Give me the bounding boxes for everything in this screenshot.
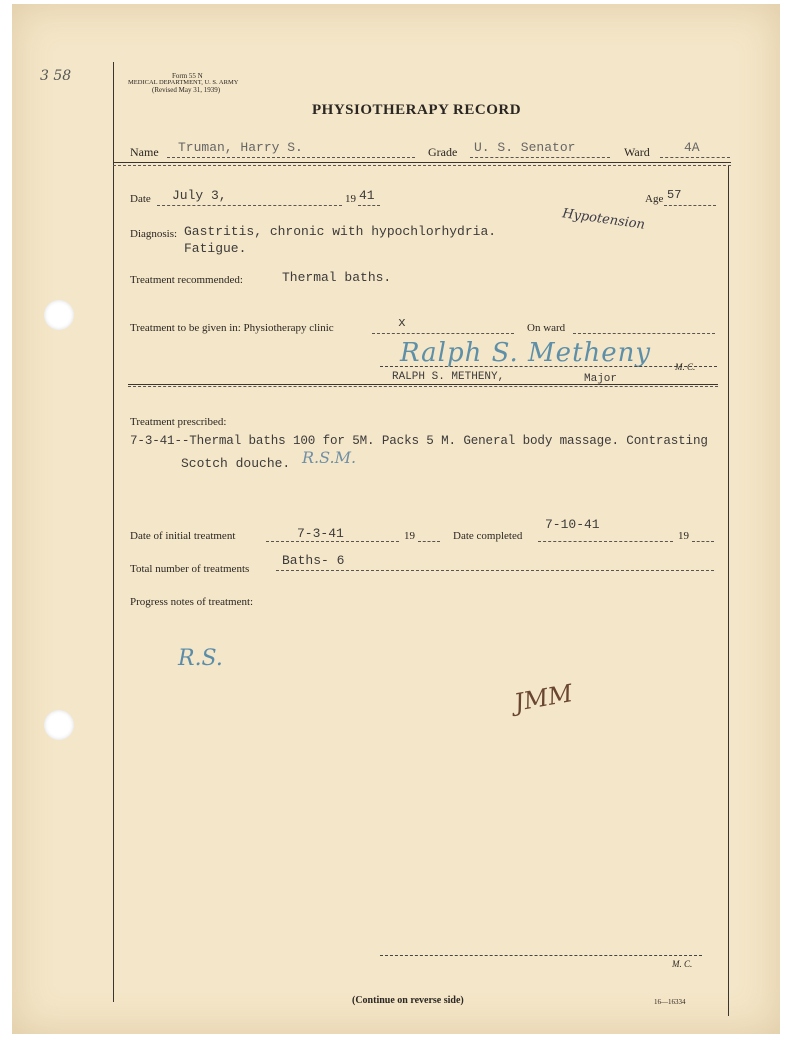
initial-year-suffix: 19 <box>404 530 415 542</box>
completed-year-underline <box>692 541 714 542</box>
year-prefix: 19 <box>345 193 356 205</box>
patient-grade: U. S. Senator <box>474 140 576 155</box>
section-divider-1 <box>128 384 718 385</box>
on-ward-label: On ward <box>527 322 566 334</box>
margin-line <box>113 62 114 1002</box>
treatment-recommended-label: Treatment recommended: <box>130 274 243 286</box>
name-label: Name <box>130 145 159 159</box>
form-title: PHYSIOTHERAPY RECORD <box>312 102 522 118</box>
total-underline <box>276 570 714 571</box>
prescription-initials: R.S.M. <box>302 448 357 467</box>
continue-note: (Continue on reverse side) <box>352 995 464 1006</box>
box-top-line-1 <box>113 162 731 163</box>
box-top-line-2 <box>113 165 731 166</box>
progress-initials: R.S. <box>178 646 223 671</box>
completed-date: 7-10-41 <box>545 517 600 532</box>
clinic-underline <box>372 333 514 334</box>
completed-underline <box>538 541 673 542</box>
record-date: July 3, <box>172 188 227 203</box>
signer-corps: M. C. <box>675 362 696 372</box>
given-in-label: Treatment to be given in: Physiotherapy clinic <box>130 322 334 334</box>
form-number: Form 55 N <box>172 72 203 80</box>
given-in-mark: x <box>398 315 406 330</box>
initial-treatment-label: Date of initial treatment <box>130 530 236 542</box>
completed-label: Date completed <box>453 530 523 542</box>
signer-rank: Major <box>584 373 618 385</box>
patient-ward: 4A <box>684 140 700 155</box>
initial-treatment-date: 7-3-41 <box>297 526 344 541</box>
total-treatments: Baths- 6 <box>282 553 345 568</box>
corner-note: 3 58 <box>40 68 72 84</box>
right-border <box>728 166 729 1016</box>
form-revised: (Revised May 31, 1939) <box>152 86 221 94</box>
prescription-label: Treatment prescribed: <box>130 416 227 428</box>
initial-underline <box>266 541 399 542</box>
year-underline <box>358 205 380 206</box>
record-year: 41 <box>359 188 375 203</box>
initial-year-underline <box>418 541 440 542</box>
prescription-line-1: 7-3-41--Thermal baths 100 for 5M. Packs 5 M. General body massage. Contrasting <box>130 434 708 448</box>
age-label: Age <box>645 193 664 205</box>
signer-name: RALPH S. METHENY, <box>392 371 505 383</box>
ward-underline <box>660 157 730 158</box>
on-ward-underline <box>573 333 715 334</box>
grade-underline <box>470 157 610 158</box>
doctor-signature: Ralph S. Metheny <box>400 338 652 368</box>
patient-name: Truman, Harry S. <box>178 140 303 155</box>
age-underline <box>664 205 716 206</box>
date-underline <box>157 205 342 206</box>
completed-year-suffix: 19 <box>678 530 689 542</box>
signature-line <box>380 366 717 367</box>
bottom-mc: M. C. <box>672 959 693 969</box>
diagnosis-handwritten: Hypotension <box>561 206 646 233</box>
diagnosis-label: Diagnosis: <box>130 228 178 240</box>
patient-age: 57 <box>667 188 682 202</box>
document-page <box>12 4 780 1034</box>
total-treatments-label: Total number of treatments <box>130 563 250 575</box>
name-underline <box>167 157 415 158</box>
form-code: 16—16334 <box>654 998 686 1006</box>
bottom-signature-line <box>380 955 702 956</box>
progress-signature: JMM <box>512 679 575 717</box>
ward-label: Ward <box>624 145 650 159</box>
progress-label: Progress notes of treatment: <box>130 596 254 608</box>
diagnosis-line-1: Gastritis, chronic with hypochlorhydria. <box>184 224 497 239</box>
punch-hole-bottom <box>44 710 74 740</box>
prescription-line-2: Scotch douche. <box>181 456 291 471</box>
diagnosis-line-2: Fatigue. <box>184 241 247 256</box>
punch-hole-top <box>44 300 74 330</box>
treatment-recommended: Thermal baths. <box>282 270 392 285</box>
grade-label: Grade <box>428 145 458 159</box>
form-department: MEDICAL DEPARTMENT, U. S. ARMY <box>128 79 239 86</box>
date-label: Date <box>130 193 151 205</box>
section-divider-2 <box>128 386 718 387</box>
